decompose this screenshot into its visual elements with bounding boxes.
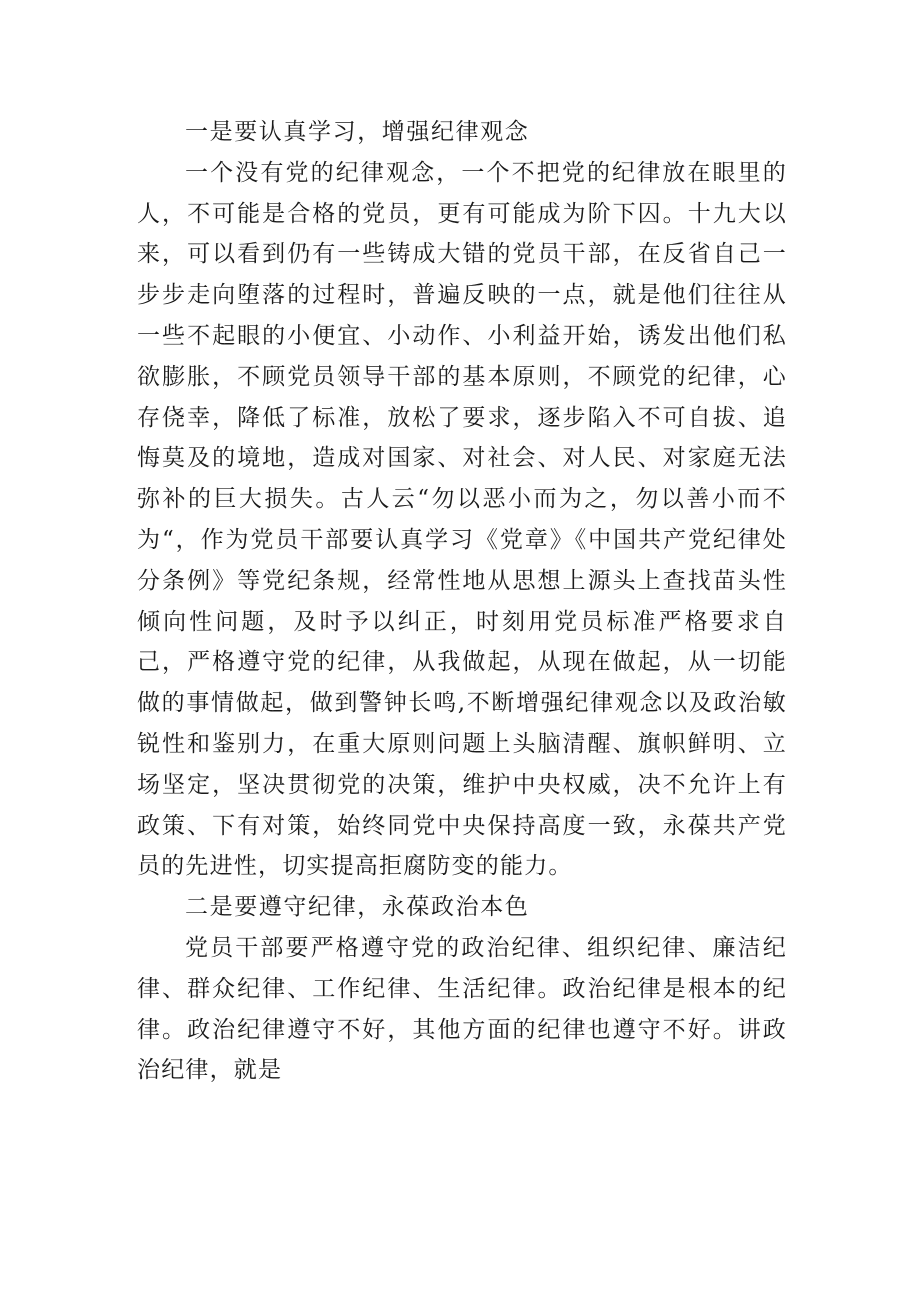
- section-heading-2: 二是要遵守纪律，永葆政治本色: [185, 894, 530, 921]
- body-paragraph-1: 一个没有党的纪律观念，一个不把党的纪律放在眼里的人，不可能是合格的党员，更有可能成为阶下囚。十九大以来，可以看到仍有一些铸成大错的党员干部，在反省自己一步步走向堕落的过程时，普遍反映的一点，就是他们往往从一些不起眼的小便宜、小动作、小利益开始，诱发出他们私欲膨胀，不顾党员领导干部的基本原则，不顾党的纪律，心存侥幸，降低了标准，放松了要求，逐步陷入不可自拔、追悔莫及的境地，造成对国家、对社会、对人民、对家庭无法弥补的巨大损失。古人云“勿以恶小而为之，勿以善小而不为“，作为党员干部要认真学习《党章》《中国共产党纪律处分条例》等党纪条规，经常性地从思想上源头上查找苗头性倾向性问题，及时予以纠正，时刻用党员标准严格要求自己，严格遵守党的纪律，从我做起，从现在做起，从一切能做的事情做起，做到警钟长鸣,不断增强纪律观念以及政治敏锐性和鉴别力，在重大原则问题上头脑清醒、旗帜鲜明、立场坚定，坚决贯彻党的决策，维护中央权威，决不允许上有政策、下有对策，始终同党中央保持高度一致，永葆共产党员的先进性，切实提高拒腐防变的能力。: [137, 159, 787, 880]
- body-paragraph-2: 党员干部要严格遵守党的政治纪律、组织纪律、廉洁纪律、群众纪律、工作纪律、生活纪律。政治纪律是根本的纪律。政治纪律遵守不好，其他方面的纪律也遵守不好。讲政治纪律，就是: [137, 934, 787, 1084]
- document-body: [137, 112, 787, 1091]
- section-heading-1: 一是要认真学习，增强纪律观念: [185, 119, 530, 145]
